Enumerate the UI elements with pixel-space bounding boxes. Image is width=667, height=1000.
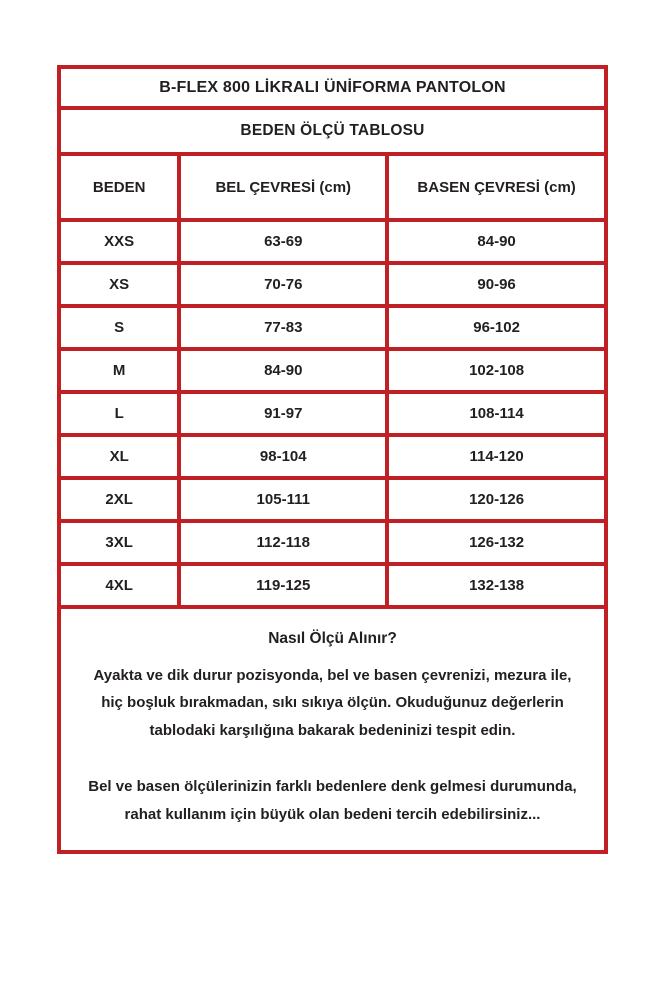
footer-row [59,607,606,852]
waist-cell: 119-125 [179,564,387,607]
hip-cell: 108-114 [387,392,606,435]
waist-cell: 70-76 [179,263,387,306]
table-row [59,435,606,478]
instructions-paragraph-1: Ayakta ve dik durur pozisyonda, bel ve basen çevrenizi, mezura ile, hiç boşluk bırakmadan, sıkı sıkıya ölçün. Okuduğunuz değerlerin tablodaki karşılığına bakarak bedeninizi tespit edin. [93,666,572,740]
hip-cell: 114-120 [387,435,606,478]
column-header-bel: BEL ÇEVRESİ (cm) [179,154,387,220]
size-cell: L [59,392,179,435]
hip-cell: 102-108 [387,349,606,392]
table-row [59,478,606,521]
hip-cell: 120-126 [387,478,606,521]
waist-cell: 84-90 [179,349,387,392]
measurement-instructions [59,607,606,852]
waist-cell: 105-111 [179,478,387,521]
size-cell: 4XL [59,564,179,607]
subtitle-row [59,108,606,154]
size-cell: M [59,349,179,392]
column-header-basen: BASEN ÇEVRESİ (cm) [387,154,606,220]
table-title: B-FLEX 800 LİKRALI ÜNİFORMA PANTOLON [59,67,606,108]
header-row [59,154,606,220]
hip-cell: 96-102 [387,306,606,349]
waist-cell: 98-104 [179,435,387,478]
size-cell: XS [59,263,179,306]
table-row [59,392,606,435]
size-cell: S [59,306,179,349]
table-subtitle: BEDEN ÖLÇÜ TABLOSU [59,108,606,154]
title-row [59,67,606,108]
waist-cell: 112-118 [179,521,387,564]
size-cell: 2XL [59,478,179,521]
size-cell: XL [59,435,179,478]
table-row [59,564,606,607]
table-row [59,521,606,564]
hip-cell: 90-96 [387,263,606,306]
table-row [59,263,606,306]
size-cell: 3XL [59,521,179,564]
size-cell: XXS [59,220,179,263]
table-row [59,306,606,349]
column-header-beden: BEDEN [59,154,179,220]
table-row [59,349,606,392]
hip-cell: 84-90 [387,220,606,263]
size-chart-table [57,65,608,854]
waist-cell: 91-97 [179,392,387,435]
waist-cell: 77-83 [179,306,387,349]
table-row [59,220,606,263]
waist-cell: 63-69 [179,220,387,263]
hip-cell: 132-138 [387,564,606,607]
instructions-paragraph-2: Bel ve basen ölçülerinizin farklı bedenlere denk gelmesi durumunda, rahat kullanım için büyük olan bedeni tercih edebilirsiniz... [88,777,577,823]
hip-cell: 126-132 [387,521,606,564]
instructions-heading: Nasıl Ölçü Alınır? [268,630,397,647]
